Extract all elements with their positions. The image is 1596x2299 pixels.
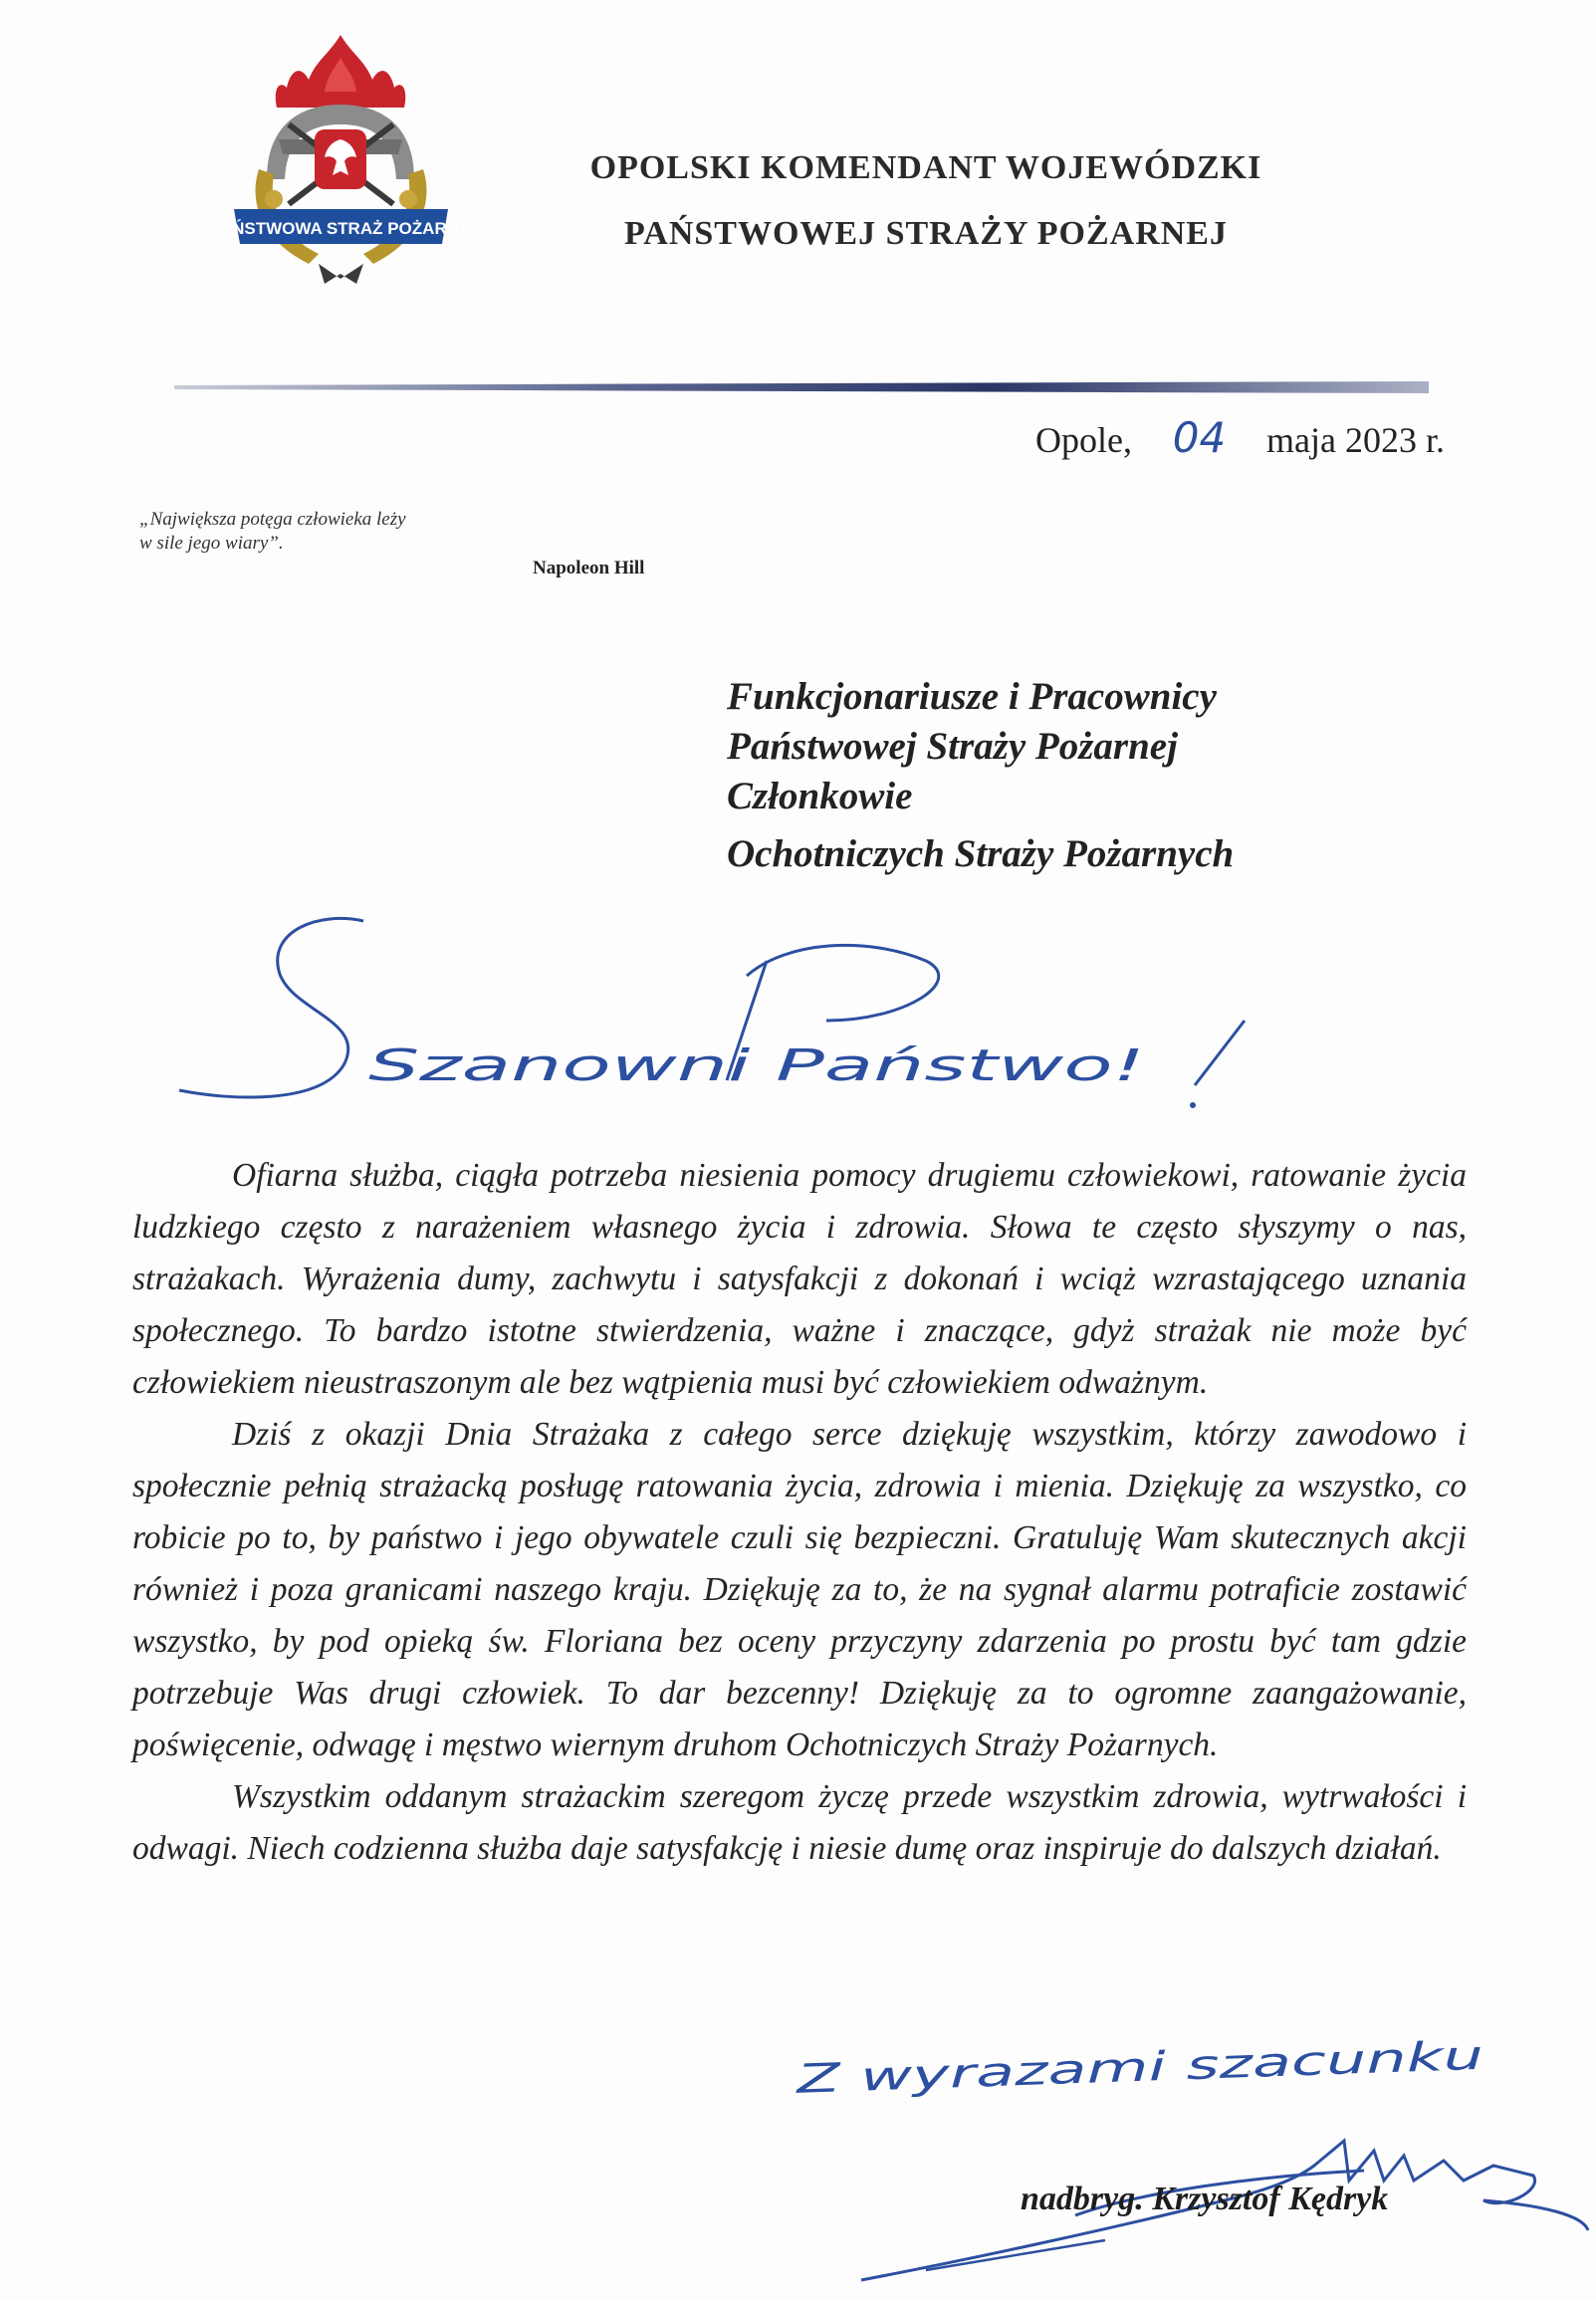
header-line-2: PAŃSTWOWEJ STRAŻY POŻARNEJ — [624, 215, 1228, 252]
quote-line-2: w sile jego wiary”. — [139, 533, 284, 554]
date-place: Opole, — [1035, 420, 1132, 460]
dateline — [1035, 413, 1445, 462]
addressee-line-4: Ochotniczych Straży Pożarnych — [727, 832, 1235, 875]
letter-body — [132, 1150, 1467, 1875]
handwritten-closing — [787, 2001, 1483, 2131]
fire-service-emblem-icon — [209, 30, 472, 289]
date-month-year: maja 2023 r. — [1265, 420, 1445, 460]
epigraph-quote — [139, 508, 498, 556]
body-paragraph-2: Dziś z okazji Dnia Strażaka z całego serce dziękuję wszystkim, którzy zawodowo i społecznie pełnią strażacką posługę ratowania życia, zdrowia i mienia. Dziękuję za wszystko, co robicie po to, by państwo i jego obywatele czuli się bezpieczni. Gratuluję Wam skutecznych akcji również i poza granicami naszego kraju. Dziękuję za to, że na sygnał alarmu potraficie zostawić wszystko, by pod opieką św. Floriana bez oceny przyczyny zdarzenia po prostu być tam gdzie potrzebuje Was drugi człowiek. To dar bezcenny! Dziękuję za to ogromne zaangażowanie, poświęcenie, odwagę i męstwo wiernym druhom Ochotniczych Straży Pożarnych. — [132, 1416, 1467, 1763]
addressee-line-1: Funkcjonariusze i Pracownicy — [727, 675, 1217, 718]
header-line-1: OPOLSKI KOMENDANT WOJEWÓDZKI — [589, 149, 1262, 186]
date-day-handwritten: 04 — [1172, 413, 1227, 462]
signer-name: nadbryg. Krzysztof Kędryk — [1021, 2181, 1389, 2217]
emblem-band-text: PAŃSTWOWA STRAŻ POŻARNA — [209, 219, 472, 238]
salutation-text: Szanowni Państwo! — [368, 1040, 1145, 1091]
quote-author: Napoleon Hill — [533, 558, 645, 578]
body-paragraph-1: Ofiarna służba, ciągła potrzeba niesienia pomocy drugiemu człowiekowi, ratowanie życia ludzkiego często z narażeniem własnego życia i zdrowia. Słowa te często słyszymy o nas, strażakach. Wyrażenia dumy, zachwytu i satysfakcji z dokonań i wciąż wzrastającego uznania społecznego. To bardzo istotne stwierdzenia, ważne i znaczące, gdyż strażak nie może być człowiekiem nieustraszonym ale bez wątpienia musi być człowiekiem odważnym. — [132, 1157, 1467, 1401]
closing-text: Z wyrazami szacunku — [796, 2041, 1230, 2103]
addressee-line-2: Państwowej Straży Pożarnej — [727, 725, 1178, 768]
addressee-block — [727, 672, 1523, 879]
header-divider — [174, 380, 1429, 394]
body-paragraph-3: Wszystkim oddanym strażackim szeregom życzę przede wszystkim zdrowia, wytrwałości i odwagi. Niech codzienna służba daje satysfakcję i niesie dumę oraz inspiruje do dalszych działań. — [132, 1778, 1467, 1867]
handwritten-salutation — [169, 901, 1264, 1120]
addressee-line-3: Członkowie — [727, 775, 913, 817]
quote-line-1: „Największa potęga człowieka leży — [139, 509, 406, 530]
